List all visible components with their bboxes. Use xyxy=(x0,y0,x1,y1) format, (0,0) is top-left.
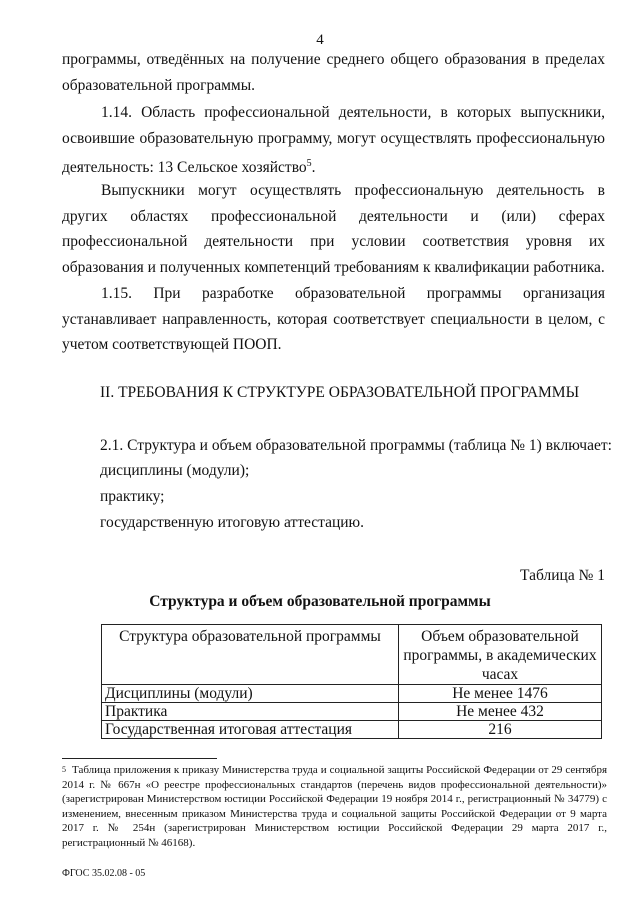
document-code: ФГОС 35.02.08 - 05 xyxy=(62,868,146,879)
paragraph-continuation: программы, отведённых на получение среднего общего образования в пределах образовательной программы. xyxy=(62,51,605,94)
section-line-disciplines: дисциплины (модули); xyxy=(100,462,250,479)
paragraph-1-15: 1.15. При разработке образовательной программы организация устанавливает направленность, которая соответствует специальности в целом, с учетом соответствующей ПООП. xyxy=(62,285,605,353)
table-cell-name: Практика xyxy=(102,703,399,721)
table-cell-value: Не менее 432 xyxy=(399,703,602,721)
table-title: Структура и объем образовательной программы xyxy=(149,593,491,610)
section-line-2-1: 2.1. Структура и объем образовательной программы (таблица № 1) включает: xyxy=(100,437,612,454)
table-header-row xyxy=(102,625,602,685)
table-header-volume: Объем образовательной программы, в академических часах xyxy=(399,625,602,685)
table-header-structure: Структура образовательной программы xyxy=(102,625,399,685)
table-row xyxy=(102,703,602,721)
footnote-text: Таблица приложения к приказу Министерства труда и социальной защиты Российской Федерации от 29 сентября 2014 г. № 667н «О реестре профессиональных стандартов (перечень видов профессиональной деятельности)» (зарегистрирован Министерством юстиции Российской Федерации 19 ноября 2014 г., регистрационный № 34779) с изменением, внесенным приказом Министерства труда и социальной защиты Российской Федерации от 9 марта 2017 г. № 254н (зарегистрирован Министерством юстиции Российской Федерации 29 марта 2017 г., регистрационный № 46168). xyxy=(62,764,607,849)
table-cell-name: Дисциплины (модули) xyxy=(102,685,399,703)
table-row xyxy=(102,685,602,703)
section-heading: II. ТРЕБОВАНИЯ К СТРУКТУРЕ ОБРАЗОВАТЕЛЬНОЙ ПРОГРАММЫ xyxy=(100,384,580,401)
footnote-mark: 5 xyxy=(62,765,66,774)
table-cell-name: Государственная итоговая аттестация xyxy=(102,721,399,739)
paragraph-1-14-text: 1.14. Область профессиональной деятельности, в которых выпускники, освоившие образовательную программу, могут осуществлять профессиональную деятельность: 13 Сельское хозяйство xyxy=(62,104,605,177)
section-line-attestation: государственную итоговую аттестацию. xyxy=(100,514,365,531)
footnote-divider xyxy=(62,758,217,759)
structure-table xyxy=(101,624,602,739)
table-cell-value: 216 xyxy=(399,721,602,739)
page-number: 4 xyxy=(316,32,324,48)
footnote xyxy=(62,763,607,850)
table-number-label: Таблица № 1 xyxy=(520,567,605,584)
footnote-reference: 5 xyxy=(306,158,312,169)
paragraph-graduates: Выпускники могут осуществлять профессиональную деятельность в других областях профессиональной деятельности и (или) сферах профессиональной деятельности при условии соответствия уровня их образования и полученных компетенций требованиям к квалификации работника. xyxy=(62,182,605,276)
table-cell-value: Не менее 1476 xyxy=(399,685,602,703)
table-row xyxy=(102,721,602,739)
paragraph-1-14 xyxy=(62,100,605,181)
section-line-practice: практику; xyxy=(100,488,165,505)
paragraph-1-14-end: . xyxy=(311,159,316,177)
